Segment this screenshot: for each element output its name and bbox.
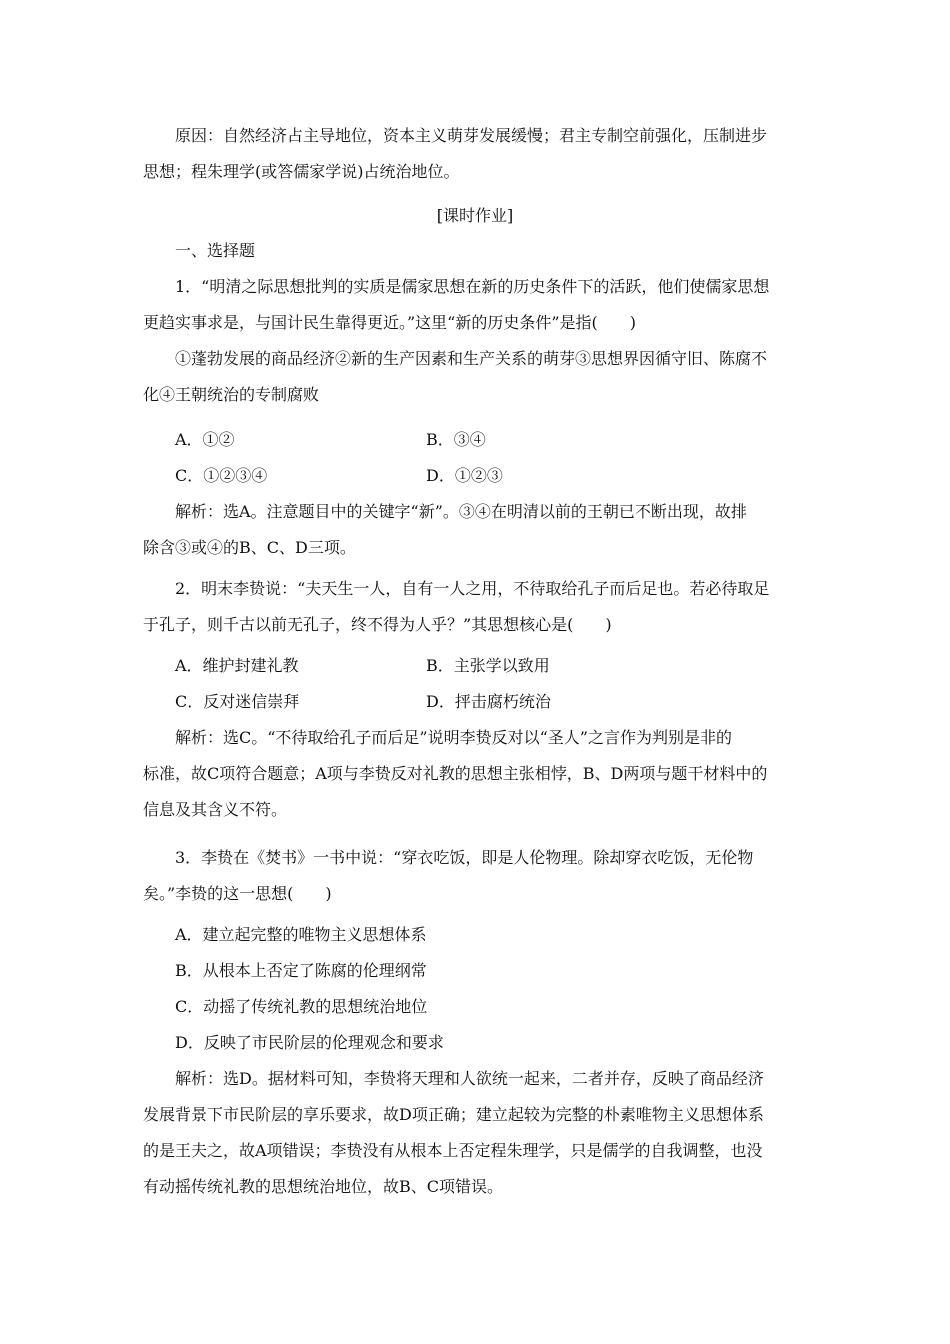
question-2-option-c: C．反对迷信崇拜 [175,692,300,711]
text-line: 解析：选D。据材料可知，李贽将天理和人欲统一起来，二者并存，反映了商品经济 [175,1069,764,1088]
text-line: 标准，故C项符合题意；A项与李贽反对礼教的思想主张相悖，B、D两项与题干材料中的 [143,764,768,783]
text-line: 有动摇传统礼教的思想统治地位，故B、C项错误。 [143,1177,504,1196]
text-line: 3．李贽在《焚书》一书中说：“穿衣吃饭，即是人伦物理。除却穿衣吃饭，无伦物 [175,848,754,867]
question-2-option-b: B．主张学以致用 [426,656,550,675]
text-line: 2．明末李贽说：“夫天生一人，自有一人之用，不待取给孔子而后足也。若必待取足 [175,579,770,598]
question-2-stem [143,571,807,643]
question-3-analysis [143,1061,807,1205]
text-line: 于孔子，则千古以前无孔子，终不得为人乎？”其思想核心是( ) [143,615,612,634]
question-2-option-d: D．抨击腐朽统治 [426,692,551,711]
question-3-option-a: A．建立起完整的唯物主义思想体系 [175,925,427,944]
text-line: 化④王朝统治的专制腐败 [143,385,320,404]
text-line: 信息及其含义不符。 [143,800,288,819]
question-2-analysis [143,720,807,828]
text-line: 的是王夫之，故A项错误；李贽没有从根本上否定程朱理学，只是儒学的自我调整，也没 [143,1141,763,1160]
question-1-analysis [143,494,807,566]
question-3-stem [143,840,807,912]
question-1-option-b: B．③④ [426,430,486,449]
question-3-option-d: D．反映了市民阶层的伦理观念和要求 [175,1033,444,1052]
text-line: 原因：自然经济占主导地位，资本主义萌芽发展缓慢；君主专制空前强化，压制进步 [175,126,768,145]
text-line: 发展背景下市民阶层的享乐要求，故D项正确；建立起较为完整的朴素唯物主义思想体系 [143,1105,764,1124]
text-line: 1．“明清之际思想批判的实质是儒家思想在新的历史条件下的活跃，他们使儒家思想 [175,277,770,296]
text-line: 矣。”李贽的这一思想( ) [143,884,332,903]
text-line: 除含③或④的B、C、D三项。 [143,538,356,557]
text-line: 思想；程朱理学(或答儒家学说)占统治地位。 [143,162,460,181]
question-1-option-c: C．①②③④ [175,466,268,485]
text-line: ①蓬勃发展的商品经济②新的生产因素和生产关系的萌芽③思想界因循守旧、陈腐不 [175,349,768,368]
question-1-stem [143,269,807,413]
question-2-option-a: A．维护封建礼教 [175,656,299,675]
text-line: 更趋实事求是，与国计民生靠得更近。”这里“新的历史条件”是指( ) [143,313,637,332]
cause-paragraph [143,118,807,190]
question-1-option-d: D．①②③ [426,466,503,485]
question-3-option-c: C．动摇了传统礼教的思想统治地位 [175,997,428,1016]
text-line: 解析：选A。注意题目中的关键字“新”。③④在明清以前的王朝已不断出现，故排 [175,502,747,521]
section-title: [课时作业] [436,206,514,225]
text-line: 解析：选C。“不待取给孔子而后足”说明李贽反对以“圣人”之言作为判别是非的 [175,728,732,747]
question-1-option-a: A．①② [175,430,235,449]
question-3-option-b: B．从根本上否定了陈腐的伦理纲常 [175,961,427,980]
part-heading: 一、选择题 [175,241,256,260]
